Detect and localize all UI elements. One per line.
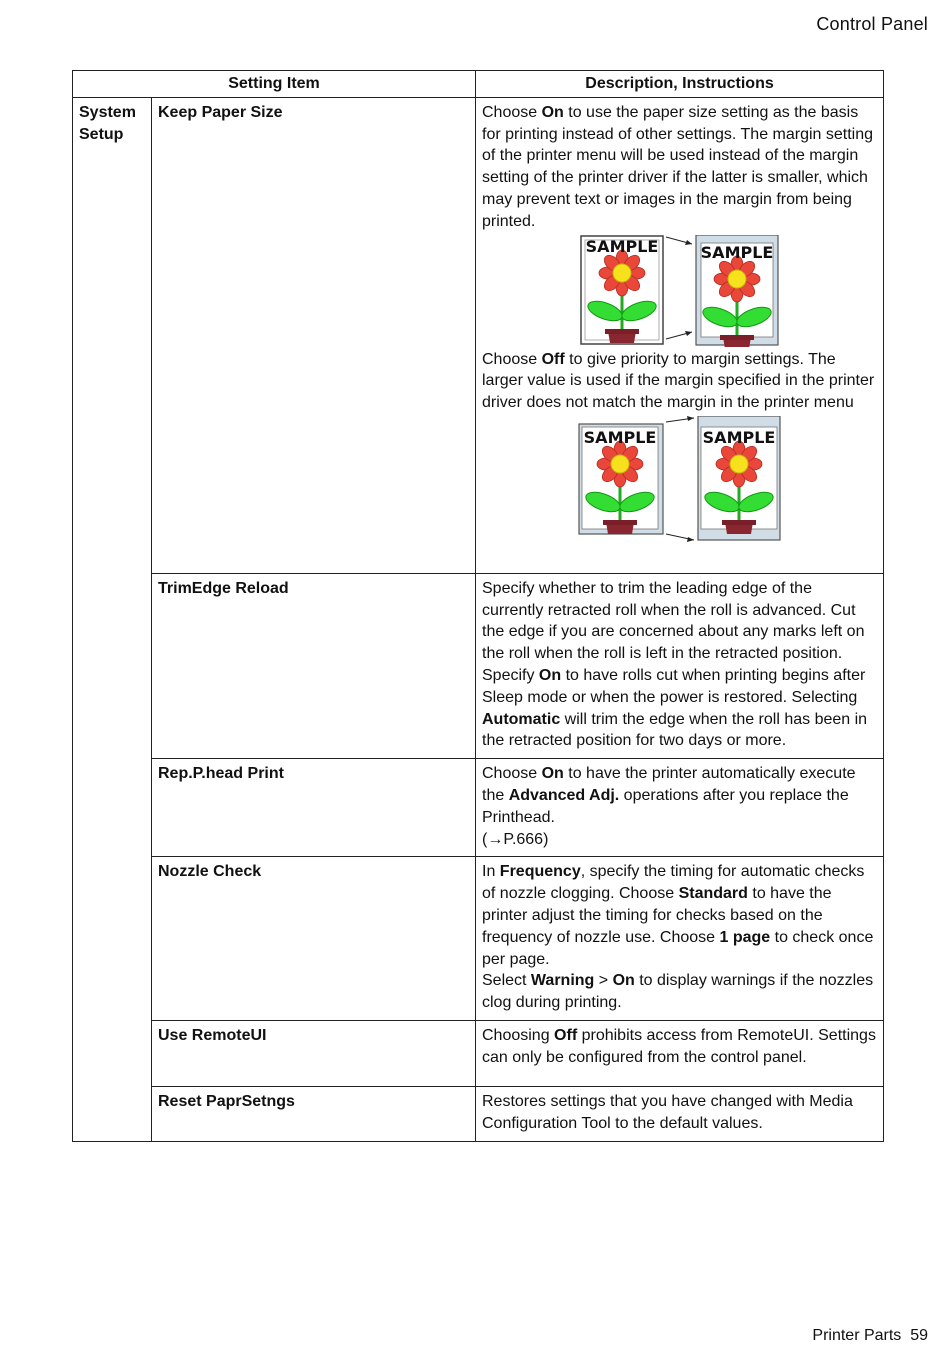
category-label-line1: System [79, 103, 136, 121]
page-header: Control Panel [816, 14, 928, 34]
table-row-reset-paprsetngs [73, 1086, 884, 1141]
page-number: 59 [910, 1327, 928, 1344]
description-paragraph-off: Choose Off to give priority to margin settings. The larger value is used if the margin specified in the printer driver does not match the margin in the printer menu [482, 350, 875, 412]
svg-text:SAMPLE: SAMPLE [583, 427, 657, 447]
description-nozzle-check: In Frequency, specify the timing for automatic checks of nozzle clogging. Choose Standard to have the printer adjust the timing for checks based on the frequency of nozzle use. Choose 1 page to check once per page. Select Warning > On to display warnings if the nozzles clog during printing. [476, 857, 884, 1021]
svg-text:SAMPLE: SAMPLE [702, 427, 776, 447]
description-reset-paprsetngs: Restores settings that you have changed with Media Configuration Tool to the default values. [476, 1086, 884, 1141]
description-use-remoteui: Choosing Off prohibits access from RemoteUI. Settings can only be configured from the control panel. [476, 1020, 884, 1086]
table-row-nozzle-check [73, 857, 884, 1021]
description-trimedge-reload: Specify whether to trim the leading edge of the currently retracted roll when the roll is advanced. Cut the edge if you are concerned about any marks left on the roll when the roll is left in the retracted position. Specify On to have rolls cut when printing begins after Sleep mode or when the power is restored. Selecting Automatic will trim the edge when the roll has been in the retracted position for two days or more. [476, 573, 884, 758]
page-reference-link[interactable]: (→P.666) [482, 830, 549, 848]
page-footer [812, 1327, 928, 1345]
description-paragraph-on: Choose On to use the paper size setting as the basis for printing instead of other settings. The margin setting of the printer menu will be used instead of the margin setting of the printer driver if the latter is smaller, which may prevent text or images in the margin from being printed. [482, 103, 874, 230]
settings-table [72, 70, 884, 1142]
column-header-description: Description, Instructions [476, 71, 884, 98]
margin-illustration-off [482, 416, 878, 544]
table-row-use-remoteui [73, 1020, 884, 1086]
footer-section-label: Printer Parts [812, 1327, 902, 1344]
setting-item-reset-paprsetngs: Reset PaprSetngs [152, 1086, 476, 1141]
table-header-row [73, 71, 884, 98]
margin-illustration-on [482, 235, 878, 347]
table-row-keep-paper-size [73, 97, 884, 573]
setting-item-rep-phead-print: Rep.P.head Print [152, 759, 476, 857]
table-row-rep-phead-print [73, 759, 884, 857]
setting-item-nozzle-check: Nozzle Check [152, 857, 476, 1021]
svg-text:SAMPLE: SAMPLE [700, 242, 774, 262]
table-row-trimedge-reload [73, 573, 884, 758]
category-label-line2: Setup [79, 125, 124, 143]
svg-text:SAMPLE: SAMPLE [585, 236, 659, 256]
column-header-setting-item: Setting Item [73, 71, 476, 98]
setting-item-trimedge-reload: TrimEdge Reload [152, 573, 476, 758]
category-cell [73, 97, 152, 1141]
description-keep-paper-size [476, 97, 884, 573]
description-rep-phead-print: Choose On to have the printer automatically execute the Advanced Adj. operations after you replace the Printhead. (→P.666) [476, 759, 884, 857]
setting-item-use-remoteui: Use RemoteUI [152, 1020, 476, 1086]
setting-item-keep-paper-size: Keep Paper Size [152, 97, 476, 573]
